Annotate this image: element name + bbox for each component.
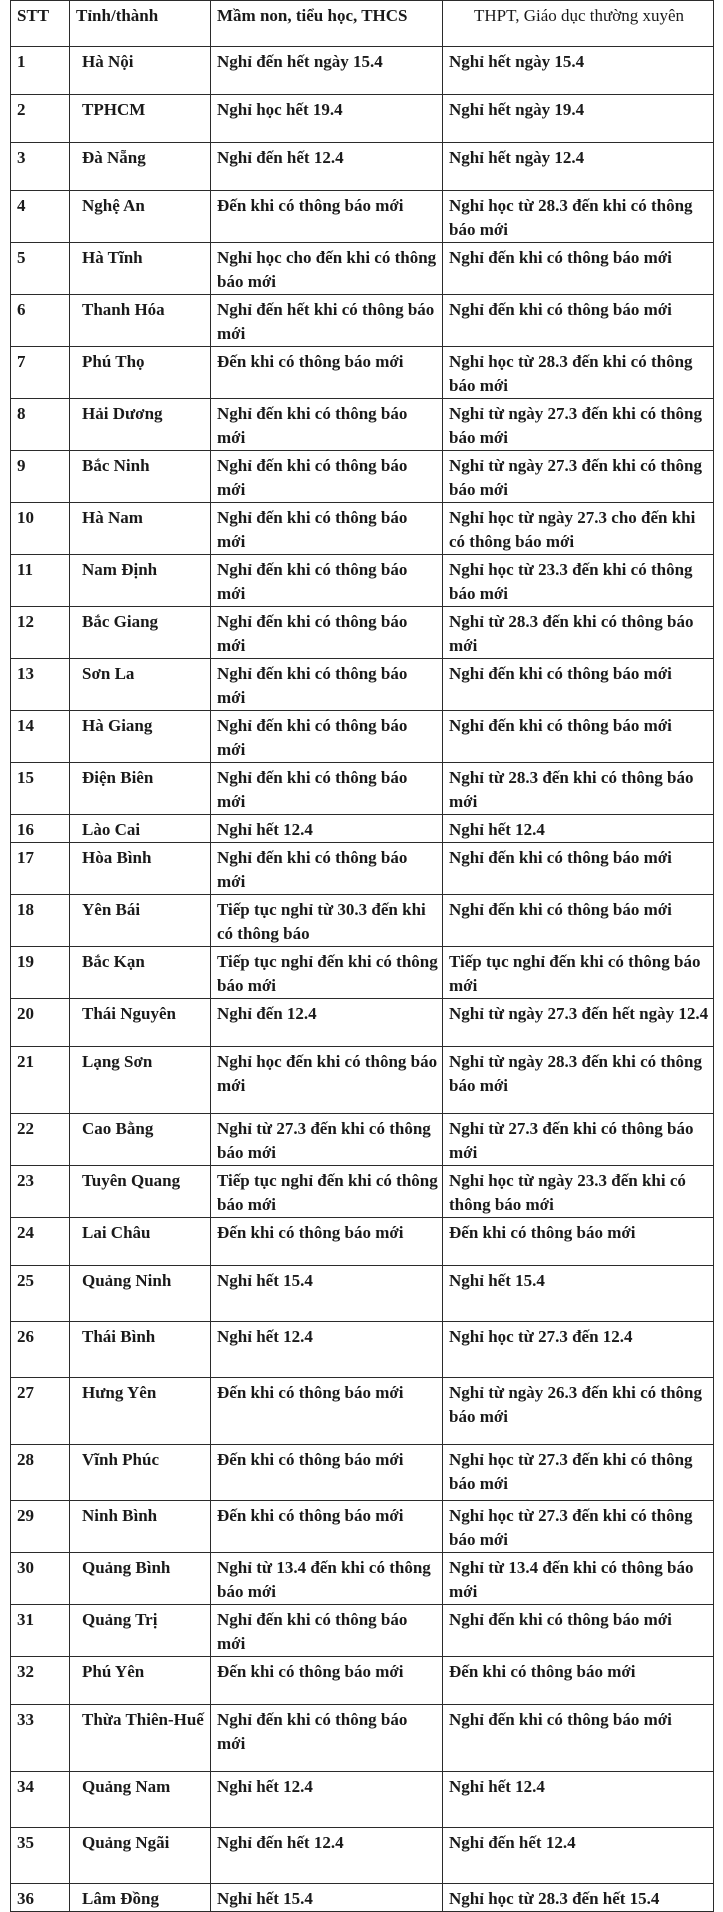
row-province: Phú Yên xyxy=(70,1657,211,1705)
row-primary: Nghỉ học hết 19.4 xyxy=(211,95,443,143)
row-stt: 5 xyxy=(11,243,70,295)
table-row xyxy=(11,1322,714,1378)
row-primary: Đến khi có thông báo mới xyxy=(211,191,443,243)
row-primary: Nghỉ hết 15.4 xyxy=(211,1884,443,1912)
table-row xyxy=(11,399,714,451)
table-row xyxy=(11,1047,714,1114)
row-primary: Nghỉ đến hết 12.4 xyxy=(211,143,443,191)
row-high-school: Nghỉ học từ ngày 27.3 cho đến khi có thông báo mới xyxy=(443,503,714,555)
row-province: Quảng Trị xyxy=(70,1605,211,1657)
row-province: Lâm Đồng xyxy=(70,1884,211,1912)
row-province: Tuyên Quang xyxy=(70,1166,211,1218)
row-high-school: Nghỉ từ 27.3 đến khi có thông báo mới xyxy=(443,1114,714,1166)
row-primary: Nghỉ đến hết 12.4 xyxy=(211,1828,443,1884)
row-province: Lạng Sơn xyxy=(70,1047,211,1114)
row-primary: Nghỉ đến khi có thông báo mới xyxy=(211,503,443,555)
table-row xyxy=(11,95,714,143)
row-stt: 36 xyxy=(11,1884,70,1912)
row-province: Quảng Ninh xyxy=(70,1266,211,1322)
table-row xyxy=(11,763,714,815)
row-high-school: Nghỉ đến khi có thông báo mới xyxy=(443,895,714,947)
table-header-row xyxy=(11,1,714,47)
row-stt: 19 xyxy=(11,947,70,999)
row-stt: 27 xyxy=(11,1378,70,1445)
row-primary: Nghỉ học cho đến khi có thông báo mới xyxy=(211,243,443,295)
table-row xyxy=(11,243,714,295)
table-row xyxy=(11,1501,714,1553)
row-high-school: Nghỉ đến hết 12.4 xyxy=(443,1828,714,1884)
table-row xyxy=(11,815,714,843)
table-row xyxy=(11,1218,714,1266)
row-province: Yên Bái xyxy=(70,895,211,947)
header-high-school: THPT, Giáo dục thường xuyên xyxy=(443,1,714,47)
row-stt: 8 xyxy=(11,399,70,451)
row-stt: 2 xyxy=(11,95,70,143)
row-province: Quảng Bình xyxy=(70,1553,211,1605)
row-province: Điện Biên xyxy=(70,763,211,815)
row-high-school: Nghỉ hết 12.4 xyxy=(443,815,714,843)
row-primary: Tiếp tục nghỉ từ 30.3 đến khi có thông báo xyxy=(211,895,443,947)
row-high-school: Tiếp tục nghỉ đến khi có thông báo mới xyxy=(443,947,714,999)
row-province: Bắc Ninh xyxy=(70,451,211,503)
row-primary: Nghỉ đến khi có thông báo mới xyxy=(211,763,443,815)
row-stt: 26 xyxy=(11,1322,70,1378)
row-high-school: Nghỉ học từ 28.3 đến khi có thông báo mới xyxy=(443,347,714,399)
row-province: Bắc Kạn xyxy=(70,947,211,999)
row-province: Hưng Yên xyxy=(70,1378,211,1445)
header-province: Tỉnh/thành xyxy=(70,1,211,47)
row-stt: 35 xyxy=(11,1828,70,1884)
row-high-school: Nghỉ từ ngày 27.3 đến khi có thông báo mới xyxy=(443,451,714,503)
row-high-school: Nghỉ đến khi có thông báo mới xyxy=(443,1705,714,1772)
row-province: Ninh Bình xyxy=(70,1501,211,1553)
row-high-school: Nghỉ đến khi có thông báo mới xyxy=(443,659,714,711)
row-stt: 32 xyxy=(11,1657,70,1705)
school-closure-table xyxy=(10,0,714,1912)
row-stt: 1 xyxy=(11,47,70,95)
row-province: Thừa Thiên-Huế xyxy=(70,1705,211,1772)
table-row xyxy=(11,659,714,711)
row-stt: 13 xyxy=(11,659,70,711)
table-row xyxy=(11,555,714,607)
row-stt: 29 xyxy=(11,1501,70,1553)
table-row xyxy=(11,1705,714,1772)
row-stt: 9 xyxy=(11,451,70,503)
row-stt: 4 xyxy=(11,191,70,243)
row-province: Nam Định xyxy=(70,555,211,607)
row-province: Hải Dương xyxy=(70,399,211,451)
row-high-school: Đến khi có thông báo mới xyxy=(443,1218,714,1266)
row-primary: Nghỉ đến khi có thông báo mới xyxy=(211,659,443,711)
row-primary: Đến khi có thông báo mới xyxy=(211,1378,443,1445)
row-high-school: Nghỉ đến khi có thông báo mới xyxy=(443,295,714,347)
row-stt: 17 xyxy=(11,843,70,895)
row-stt: 21 xyxy=(11,1047,70,1114)
row-stt: 7 xyxy=(11,347,70,399)
row-province: Lai Châu xyxy=(70,1218,211,1266)
row-stt: 10 xyxy=(11,503,70,555)
row-primary: Nghỉ hết 12.4 xyxy=(211,1322,443,1378)
row-high-school: Nghỉ học từ 27.3 đến 12.4 xyxy=(443,1322,714,1378)
row-high-school: Nghỉ hết 12.4 xyxy=(443,1772,714,1828)
table-row xyxy=(11,999,714,1047)
row-stt: 15 xyxy=(11,763,70,815)
row-primary: Nghỉ đến khi có thông báo mới xyxy=(211,1705,443,1772)
row-primary: Tiếp tục nghỉ đến khi có thông báo mới xyxy=(211,947,443,999)
row-province: Thái Nguyên xyxy=(70,999,211,1047)
row-high-school: Nghỉ từ 13.4 đến khi có thông báo mới xyxy=(443,1553,714,1605)
table-row xyxy=(11,1114,714,1166)
row-high-school: Nghỉ hết 15.4 xyxy=(443,1266,714,1322)
table-row xyxy=(11,1445,714,1501)
row-high-school: Nghỉ từ ngày 27.3 đến hết ngày 12.4 xyxy=(443,999,714,1047)
row-high-school: Nghỉ học từ 27.3 đến khi có thông báo mới xyxy=(443,1445,714,1501)
row-high-school: Nghỉ đến khi có thông báo mới xyxy=(443,1605,714,1657)
table-row xyxy=(11,191,714,243)
row-high-school: Nghỉ đến khi có thông báo mới xyxy=(443,243,714,295)
table-row xyxy=(11,843,714,895)
row-stt: 23 xyxy=(11,1166,70,1218)
row-high-school: Nghỉ hết ngày 12.4 xyxy=(443,143,714,191)
row-primary: Nghỉ đến khi có thông báo mới xyxy=(211,607,443,659)
row-stt: 14 xyxy=(11,711,70,763)
row-stt: 6 xyxy=(11,295,70,347)
row-primary: Nghỉ đến khi có thông báo mới xyxy=(211,399,443,451)
row-primary: Nghỉ đến hết ngày 15.4 xyxy=(211,47,443,95)
table-row xyxy=(11,607,714,659)
row-stt: 16 xyxy=(11,815,70,843)
row-province: Bắc Giang xyxy=(70,607,211,659)
row-stt: 18 xyxy=(11,895,70,947)
row-high-school: Nghỉ hết ngày 19.4 xyxy=(443,95,714,143)
row-high-school: Nghỉ từ ngày 26.3 đến khi có thông báo mới xyxy=(443,1378,714,1445)
table-row xyxy=(11,295,714,347)
row-stt: 28 xyxy=(11,1445,70,1501)
row-province: Hà Nội xyxy=(70,47,211,95)
row-province: Vĩnh Phúc xyxy=(70,1445,211,1501)
row-province: Lào Cai xyxy=(70,815,211,843)
row-province: TPHCM xyxy=(70,95,211,143)
table-row xyxy=(11,1266,714,1322)
row-stt: 25 xyxy=(11,1266,70,1322)
row-primary: Nghỉ đến khi có thông báo mới xyxy=(211,555,443,607)
row-province: Thái Bình xyxy=(70,1322,211,1378)
table-row xyxy=(11,143,714,191)
row-primary: Nghỉ hết 12.4 xyxy=(211,815,443,843)
table-row xyxy=(11,503,714,555)
row-primary: Nghỉ từ 27.3 đến khi có thông báo mới xyxy=(211,1114,443,1166)
row-high-school: Nghỉ học từ 27.3 đến khi có thông báo mới xyxy=(443,1501,714,1553)
row-high-school: Nghỉ từ 28.3 đến khi có thông báo mới xyxy=(443,607,714,659)
table-row xyxy=(11,711,714,763)
row-high-school: Nghỉ từ 28.3 đến khi có thông báo mới xyxy=(443,763,714,815)
table-row xyxy=(11,1605,714,1657)
table-row xyxy=(11,1657,714,1705)
row-primary: Nghỉ đến khi có thông báo mới xyxy=(211,451,443,503)
row-stt: 20 xyxy=(11,999,70,1047)
row-province: Hà Giang xyxy=(70,711,211,763)
table-row xyxy=(11,47,714,95)
row-primary: Đến khi có thông báo mới xyxy=(211,1218,443,1266)
row-stt: 24 xyxy=(11,1218,70,1266)
row-province: Hà Nam xyxy=(70,503,211,555)
table-row xyxy=(11,1828,714,1884)
row-primary: Nghỉ hết 15.4 xyxy=(211,1266,443,1322)
header-stt: STT xyxy=(11,1,70,47)
row-province: Cao Bằng xyxy=(70,1114,211,1166)
table-row xyxy=(11,947,714,999)
row-stt: 3 xyxy=(11,143,70,191)
row-high-school: Nghỉ từ ngày 27.3 đến khi có thông báo mới xyxy=(443,399,714,451)
row-primary: Nghỉ hết 12.4 xyxy=(211,1772,443,1828)
row-primary: Đến khi có thông báo mới xyxy=(211,1445,443,1501)
header-primary-school: Mầm non, tiểu học, THCS xyxy=(211,1,443,47)
row-province: Nghệ An xyxy=(70,191,211,243)
row-primary: Nghỉ đến hết khi có thông báo mới xyxy=(211,295,443,347)
row-primary: Đến khi có thông báo mới xyxy=(211,347,443,399)
row-stt: 11 xyxy=(11,555,70,607)
row-primary: Nghỉ đến khi có thông báo mới xyxy=(211,1605,443,1657)
row-high-school: Nghỉ đến khi có thông báo mới xyxy=(443,711,714,763)
table-row xyxy=(11,1553,714,1605)
row-stt: 31 xyxy=(11,1605,70,1657)
row-primary: Đến khi có thông báo mới xyxy=(211,1501,443,1553)
row-stt: 22 xyxy=(11,1114,70,1166)
row-province: Thanh Hóa xyxy=(70,295,211,347)
row-primary: Đến khi có thông báo mới xyxy=(211,1657,443,1705)
table-row xyxy=(11,451,714,503)
row-high-school: Nghỉ học từ 23.3 đến khi có thông báo mới xyxy=(443,555,714,607)
row-high-school: Nghỉ hết ngày 15.4 xyxy=(443,47,714,95)
row-province: Sơn La xyxy=(70,659,211,711)
table-row xyxy=(11,1884,714,1912)
row-primary: Nghỉ đến 12.4 xyxy=(211,999,443,1047)
row-primary: Nghỉ đến khi có thông báo mới xyxy=(211,843,443,895)
row-province: Quảng Nam xyxy=(70,1772,211,1828)
table-row xyxy=(11,895,714,947)
row-primary: Nghỉ đến khi có thông báo mới xyxy=(211,711,443,763)
table-row xyxy=(11,1378,714,1445)
row-province: Hòa Bình xyxy=(70,843,211,895)
row-primary: Tiếp tục nghỉ đến khi có thông báo mới xyxy=(211,1166,443,1218)
table-row xyxy=(11,1772,714,1828)
row-province: Quảng Ngãi xyxy=(70,1828,211,1884)
row-high-school: Nghỉ học từ ngày 23.3 đến khi có thông báo mới xyxy=(443,1166,714,1218)
row-province: Đà Nẵng xyxy=(70,143,211,191)
table-row xyxy=(11,1166,714,1218)
row-high-school: Nghỉ học từ 28.3 đến khi có thông báo mới xyxy=(443,191,714,243)
row-high-school: Nghỉ đến khi có thông báo mới xyxy=(443,843,714,895)
row-primary: Nghỉ học đến khi có thông báo mới xyxy=(211,1047,443,1114)
row-high-school: Nghỉ từ ngày 28.3 đến khi có thông báo mới xyxy=(443,1047,714,1114)
row-stt: 12 xyxy=(11,607,70,659)
table-row xyxy=(11,347,714,399)
row-primary: Nghỉ từ 13.4 đến khi có thông báo mới xyxy=(211,1553,443,1605)
row-high-school: Nghỉ học từ 28.3 đến hết 15.4 xyxy=(443,1884,714,1912)
row-stt: 30 xyxy=(11,1553,70,1605)
row-high-school: Đến khi có thông báo mới xyxy=(443,1657,714,1705)
row-stt: 33 xyxy=(11,1705,70,1772)
row-province: Phú Thọ xyxy=(70,347,211,399)
row-stt: 34 xyxy=(11,1772,70,1828)
row-province: Hà Tĩnh xyxy=(70,243,211,295)
